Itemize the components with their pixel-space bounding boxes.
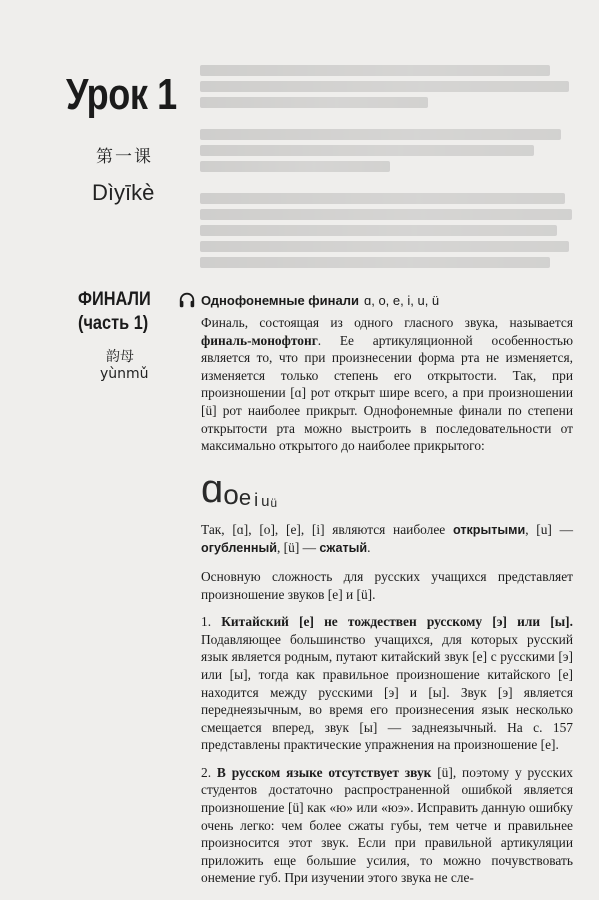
section-title	[78, 288, 173, 336]
rule-heading-u-umlaut: В русском языке отсутствует звук	[216, 764, 432, 780]
subheading-label: Однофонемные финали	[201, 292, 359, 308]
text-run: Подавляющее большинство учащихся, для которых русский язык является родным, путают китайский звук [e] с русскими [э] или [ы], тогда как правильное произношение китайского [e] находится между русскими [э] и [ы]. Звук [э] является переднеязычным, во время его произнесения язык несколько смещается вперед, звук [ы] — заднеязычный. На с. 157 представлены практические упражнения на произношение [e].	[201, 631, 573, 753]
term-open: открытыми	[452, 522, 526, 537]
vowel-o: o	[223, 478, 239, 510]
vowel-i: i	[254, 489, 259, 510]
text-run: , [ü] —	[276, 540, 320, 556]
subheading	[178, 289, 439, 311]
vowel-u-umlaut: ü	[270, 495, 278, 510]
text-run: Финаль, состоящая из одного гласного звука, называется	[201, 315, 573, 330]
term-monophthong: финаль-монофтонг	[201, 332, 318, 348]
subheading-letters: ɑ, o, e, i, u, ü	[364, 292, 440, 308]
paragraph-u-umlaut-sound	[201, 764, 573, 887]
paragraph-openness	[201, 521, 573, 558]
headphones-icon[interactable]	[178, 291, 196, 309]
body-text	[201, 314, 573, 897]
bleed-through-text	[200, 60, 580, 290]
lesson-pinyin: Dìyīkè	[92, 180, 155, 205]
text-run: 1.	[201, 614, 222, 630]
text-run: Так, [ɑ], [o], [e], [i] являются наиболее	[201, 521, 453, 537]
section-hanzi: 韵母	[106, 349, 134, 365]
section-pinyin: yùnmǔ	[100, 366, 149, 382]
rule-heading-e: Китайский [e] не тождествен русскому [э] или [ы].	[221, 614, 573, 630]
vowel-sequence	[201, 467, 573, 509]
paragraph-e-sound	[201, 613, 573, 754]
term-compressed: сжатый	[319, 541, 368, 556]
vowel-e: e	[238, 484, 252, 510]
section-title-line1: ФИНАЛИ	[78, 289, 151, 310]
text-run: .	[367, 540, 371, 556]
text-run: 2.	[201, 764, 217, 780]
text-run: . Ее артикуляционной особенностью является то, что при произнесении форма рта не изменяется, изменяется только степень его открытости. Так, при произношении [ɑ] рот открыт шире всего, а при произношении [ü] рот наиболее прикрыт. Однофонемные финали по степени открытости рта можно выстроить в последовательности от максимально открытого до наиболее прикрытого:	[201, 332, 573, 454]
text-run: , [u] —	[525, 521, 573, 537]
section-title-line2: (часть 1)	[78, 313, 149, 334]
running-header-faint	[40, 32, 580, 44]
lesson-title: Урок 1	[66, 70, 177, 119]
term-rounded: огубленный	[201, 541, 277, 556]
text-run: [ü], поэтому у русских студентов достаточно распространенной ошибкой является произношение [ü] как «ю» или «юэ». Исправить данную ошибку очень легко: чем более сжаты губы, тем четче и правильнее произносится этот звук. Если при правильной артикуляции приложить еще большие усилия, то можно почувствовать онемение губ. При изучении этого звука не сле-	[201, 764, 573, 886]
lesson-hanzi: 第一课	[96, 147, 153, 167]
paragraph-intro	[201, 314, 573, 455]
vowel-a: ɑ	[201, 466, 224, 511]
vowel-u: u	[261, 492, 270, 510]
paragraph-difficulty: Основную сложность для русских учащихся представляет произношение звуков [e] и [ü].	[201, 568, 573, 602]
